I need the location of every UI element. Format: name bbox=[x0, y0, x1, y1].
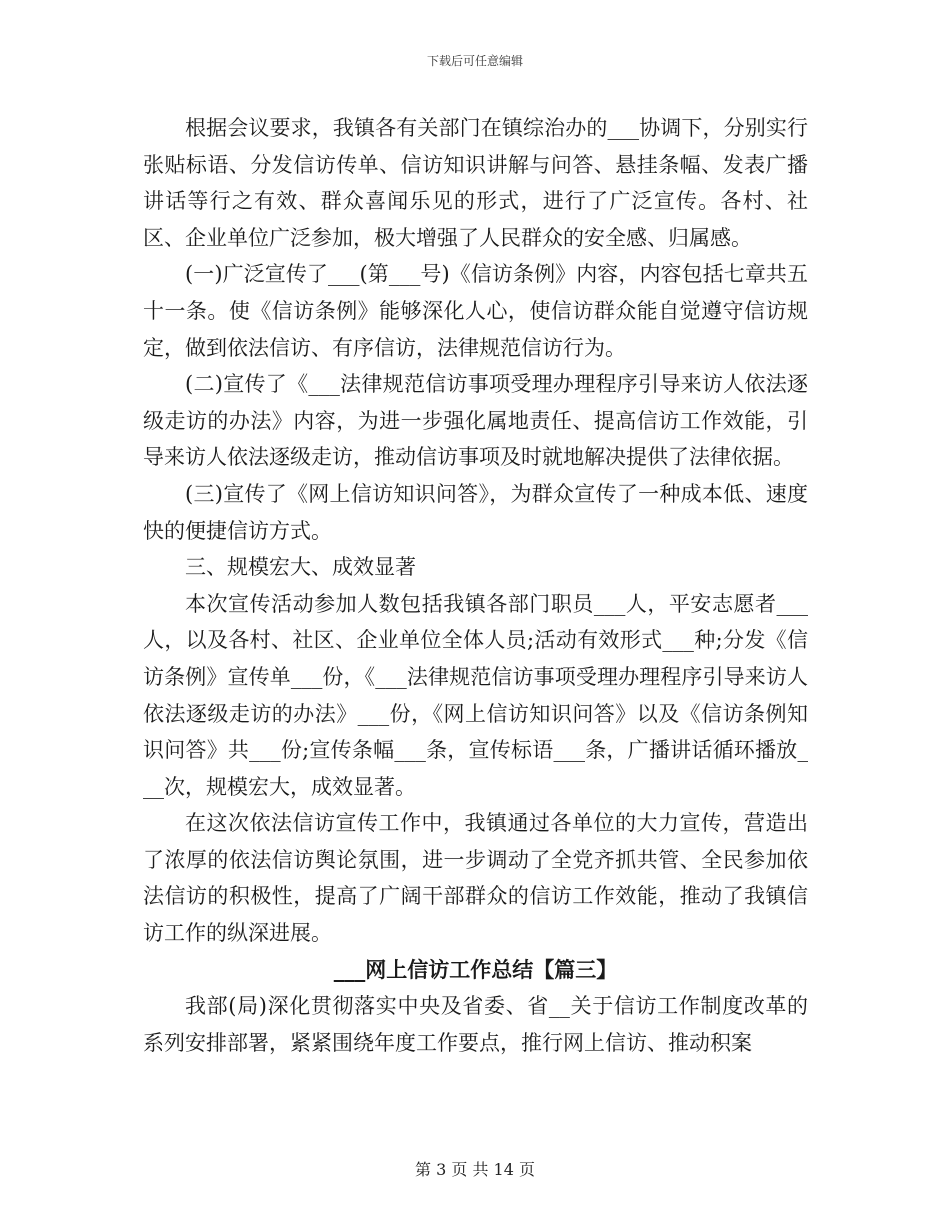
body-paragraph: (三)宣传了《网上信访知识问答》，为群众宣传了一种成本低、速度快的便捷信访方式。 bbox=[143, 481, 808, 543]
section-heading: ___网上信访工作总结【篇三】 bbox=[333, 957, 618, 982]
document-body bbox=[143, 110, 808, 1061]
body-paragraph: (一)广泛宣传了___(第___号)《信访条例》内容，内容包括七章共五十一条。使《信访条例》能够深化人心，使信访群众能自觉遵守信访规定，做到依法信访、有序信访，法律规范信访行为。 bbox=[143, 262, 808, 360]
body-paragraph: (二)宣传了《___法律规范信访事项受理办理程序引导来访人依法逐级走访的办法》内容，为进一步强化属地责任、提高信访工作效能，引导来访人依法逐级走访，推动信访事项及时就地解决提供了法律依据。 bbox=[143, 372, 808, 470]
page-header-note: 下载后可任意编辑 bbox=[426, 54, 523, 68]
page-number: 第 3 页 共 14 页 bbox=[415, 1160, 535, 1179]
body-paragraph: 我部(局)深化贯彻落实中央及省委、省__关于信访工作制度改革的系列安排部署，紧紧围绕年度工作要点，推行网上信访、推动积案 bbox=[143, 994, 808, 1055]
body-paragraph: 本次宣传活动参加人数包括我镇各部门职员___人，平安志愿者___人，以及各村、社区、企业单位全体人员;活动有效形式___种;分发《信访条例》宣传单___份，《___法律规范信访事项受理办理程序引导来访人依法逐级走访的办法》___份，《网上信访知识问答》以及《信访条例知识问答》共___份;宣传条幅___条，宣传标语___条，广播讲话循环播放___次，规模宏大，成效显著。 bbox=[143, 591, 808, 799]
body-paragraph: 在这次依法信访宣传工作中，我镇通过各单位的大力宣传，营造出了浓厚的依法信访舆论氛围，进一步调动了全党齐抓共管、全民参加依法信访的积极性，提高了广阔干部群众的信访工作效能，推动了我镇信访工作的纵深进展。 bbox=[143, 811, 808, 946]
subsection-heading: 三、规模宏大、成效显著 bbox=[185, 555, 416, 580]
body-paragraph: 根据会议要求，我镇各有关部门在镇综治办的___协调下，分别实行张贴标语、分发信访传单、信访知识讲解与问答、悬挂条幅、发表广播讲话等行之有效、群众喜闻乐见的形式，进行了广泛宣传。各村、社区、企业单位广泛参加，极大增强了人民群众的安全感、归属感。 bbox=[143, 116, 808, 250]
